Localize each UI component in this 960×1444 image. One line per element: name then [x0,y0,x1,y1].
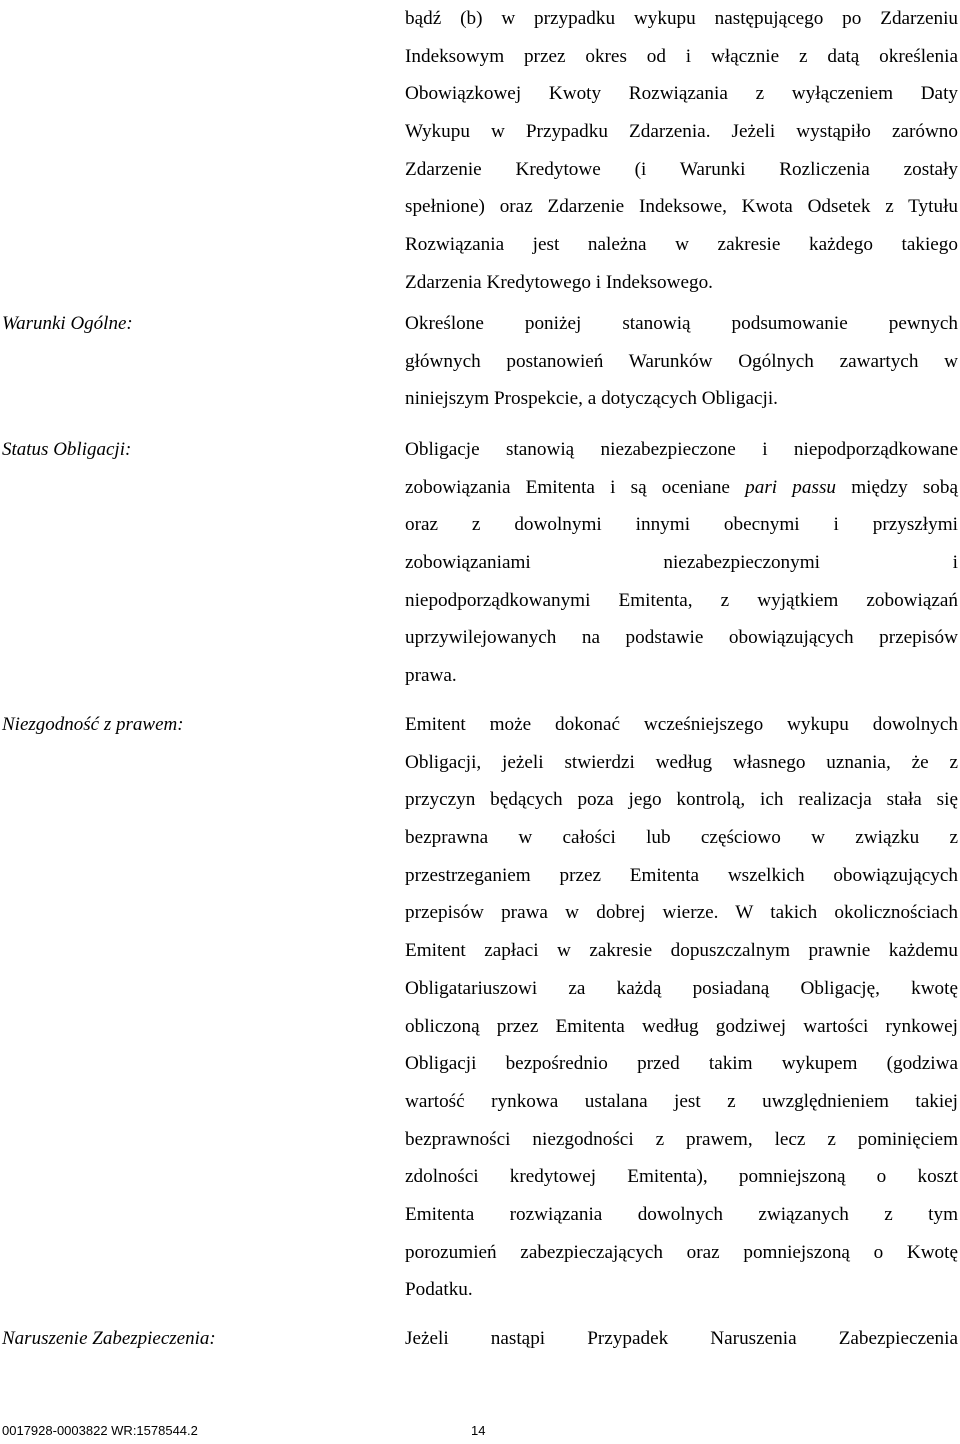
text-line: Emitenta rozwiązania dowolnych związanych z tym [405,1203,958,1225]
text-line: uprzywilejowanych na podstawie obowiązujących przepisów [405,627,958,649]
page-number: 14 [471,1423,486,1438]
section-label: Status Obligacji: [2,439,132,460]
section-text [405,431,958,695]
text-line: przyczyn będących poza jego kontrolą, ich realizacja stała się [405,789,958,811]
italic-phrase: pari passu [745,476,837,498]
text-line: Podatku. [405,1279,473,1301]
text-fragment: zobowiązania Emitenta i są oceniane [405,476,746,498]
text-line: prawa. [405,665,457,687]
text-line: Określone poniżej stanowią podsumowanie pewnych [405,313,958,334]
text-line: obliczoną przez Emitenta według godziwej wartości rynkowej [405,1015,958,1037]
section-label: Warunki Ogólne: [2,313,133,334]
text-line: przestrzeganiem przez Emitenta wszelkich obowiązujących [405,864,958,886]
section-label: Niezgodność z prawem: [2,714,184,735]
text-line: Zdarzenia Kredytowego i Indeksowego. [405,271,713,293]
text-line: Rozwiązania jest należna w zakresie każdego takiego [405,234,958,256]
text-line [405,469,958,507]
text-line: porozumień zabezpieczających oraz pomniejszoną o Kwotę [405,1241,958,1263]
text-line: Obligacji, jeżeli stwierdzi według własnego uznania, że z [405,751,958,773]
text-line: wartość rynkowa ustalana jest z uwzględnieniem takiej [405,1090,958,1112]
section-label: Naruszenie Zabezpieczenia: [2,1328,216,1349]
text-line: przepisów prawa w dobrej wierze. W takich okolicznościach [405,902,958,924]
text-line: głównych postanowień Warunków Ogólnych zawartych w [405,350,958,372]
text-line: Obowiązkowej Kwoty Rozwiązania z wyłączeniem Daty [405,83,958,105]
intro-text [405,0,958,302]
text-line: niepodporządkowanymi Emitenta, z wyjątkiem zobowiązań [405,589,958,611]
section-text [405,305,958,418]
text-fragment: między sobą [836,476,959,498]
section-text [405,1320,958,1358]
text-line: Emitent może dokonać wcześniejszego wykupu dowolnych [405,714,958,735]
text-line: Wykupu w Przypadku Zdarzenia. Jeżeli wystąpiło zarówno [405,121,958,143]
text-line: Obligacje stanowią niezabezpieczone i niepodporządkowane [405,439,958,460]
text-line: Zdarzenie Kredytowe (i Warunki Rozliczenia zostały [405,158,958,180]
text-line: Obligatariuszowi za każdą posiadaną Obligację, kwotę [405,977,958,999]
text-line: bądź (b) w przypadku wykupu następującego po Zdarzeniu [405,8,958,29]
text-line: zobowiązaniami niezabezpieczonymi i [405,552,958,574]
text-line: oraz z dowolnymi innymi obecnymi i przyszłymi [405,514,958,536]
text-line: Jeżeli nastąpi Przypadek Naruszenia Zabezpieczenia [405,1328,958,1349]
text-line: bezprawna w całości lub częściowo w związku z [405,827,958,849]
text-line: Obligacji bezpośrednio przed takim wykupem (godziwa [405,1053,958,1075]
text-line: zdolności kredytowej Emitenta), pomniejszoną o koszt [405,1166,958,1188]
text-line: Emitent zapłaci w zakresie dopuszczalnym prawnie każdemu [405,940,958,962]
text-line: bezprawności niezgodności z prawem, lecz z pominięciem [405,1128,958,1150]
footer-doc-id: 0017928-0003822 WR:1578544.2 [2,1423,198,1438]
text-line: Indeksowym przez okres od i włącznie z datą określenia [405,45,958,67]
section-text [405,706,958,1309]
text-line: spełnione) oraz Zdarzenie Indeksowe, Kwota Odsetek z Tytułu [405,196,958,218]
text-line: niniejszym Prospekcie, a dotyczących Obligacji. [405,388,778,410]
